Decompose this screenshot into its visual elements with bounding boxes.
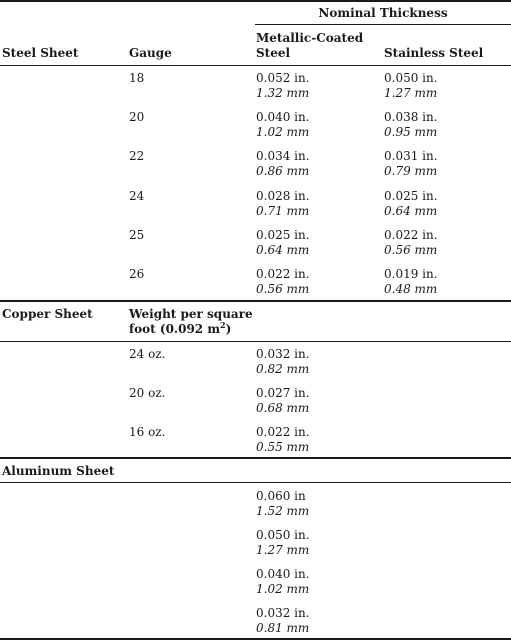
stainless-in: 0.050 in. <box>384 71 438 85</box>
aluminum-mm: 1.52 mm <box>256 504 310 518</box>
stainless-in: 0.025 in. <box>384 189 438 203</box>
stainless-in: 0.038 in. <box>384 110 438 124</box>
aluminum-mm: 1.02 mm <box>256 582 310 596</box>
stainless-in: 0.022 in. <box>384 228 438 242</box>
metallic-in: 0.025 in. <box>256 228 310 242</box>
copper-mm: 0.55 mm <box>256 440 310 454</box>
metallic-mm: 0.64 mm <box>256 243 310 257</box>
copper-header-rule <box>0 341 511 342</box>
aluminum-in: 0.040 in. <box>256 567 310 581</box>
metallic-in: 0.028 in. <box>256 189 310 203</box>
metallic-in: 0.052 in. <box>256 71 310 85</box>
copper-weight: 16 oz. <box>129 425 166 439</box>
gauge-value: 18 <box>129 71 145 85</box>
aluminum-in: 0.032 in. <box>256 606 310 620</box>
metallic-coated-heading-line1: Metallic-Coated <box>256 31 364 45</box>
stainless-mm: 0.48 mm <box>384 282 438 296</box>
gauge-value: 20 <box>129 110 145 124</box>
stainless-mm: 0.56 mm <box>384 243 438 257</box>
superscript: 2 <box>220 320 226 330</box>
copper-weight: 20 oz. <box>129 386 166 400</box>
copper-mm: 0.82 mm <box>256 362 310 376</box>
copper-in: 0.032 in. <box>256 347 310 361</box>
aluminum-mm: 1.27 mm <box>256 543 310 557</box>
copper-sheet-heading: Copper Sheet <box>2 307 93 321</box>
metallic-in: 0.022 in. <box>256 267 310 281</box>
copper-weight: 24 oz. <box>129 347 166 361</box>
nominal-thickness-heading: Nominal Thickness <box>318 6 448 20</box>
stainless-in: 0.031 in. <box>384 149 438 163</box>
gauge-value: 22 <box>129 149 145 163</box>
steel-sheet-heading: Steel Sheet <box>2 46 79 60</box>
bottom-rule <box>0 638 511 640</box>
copper-weight-heading-line2: foot (0.092 $m^2$) <box>129 320 232 336</box>
aluminum-section-top-rule <box>0 457 511 459</box>
metallic-mm: 0.86 mm <box>256 164 310 178</box>
metallic-coated-heading-line2: Steel <box>256 46 291 60</box>
gauge-value: 25 <box>129 228 145 242</box>
gauge-value: 24 <box>129 189 145 203</box>
aluminum-in: 0.060 in <box>256 489 306 503</box>
metallic-in: 0.034 in. <box>256 149 310 163</box>
stainless-mm: 1.27 mm <box>384 86 438 100</box>
stainless-mm: 0.95 mm <box>384 125 438 139</box>
aluminum-header-rule <box>0 482 511 483</box>
stainless-mm: 0.64 mm <box>384 204 438 218</box>
header-rule <box>0 65 511 66</box>
gauge-heading: Gauge <box>129 46 172 60</box>
stainless-steel-heading: Stainless Steel <box>384 46 484 60</box>
aluminum-mm: 0.81 mm <box>256 621 310 635</box>
copper-section-top-rule <box>0 300 511 302</box>
copper-mm: 0.68 mm <box>256 401 310 415</box>
copper-in: 0.027 in. <box>256 386 310 400</box>
metallic-mm: 0.56 mm <box>256 282 310 296</box>
metallic-mm: 1.32 mm <box>256 86 310 100</box>
group-underline-rule <box>255 24 511 25</box>
gauge-value: 26 <box>129 267 145 281</box>
aluminum-sheet-heading: Aluminum Sheet <box>2 464 115 478</box>
metallic-in: 0.040 in. <box>256 110 310 124</box>
stainless-in: 0.019 in. <box>384 267 438 281</box>
copper-in: 0.022 in. <box>256 425 310 439</box>
stainless-mm: 0.79 mm <box>384 164 438 178</box>
aluminum-in: 0.050 in. <box>256 528 310 542</box>
copper-weight-heading-line1: Weight per square <box>129 307 253 321</box>
metallic-mm: 1.02 mm <box>256 125 310 139</box>
top-rule <box>0 0 511 2</box>
metallic-mm: 0.71 mm <box>256 204 310 218</box>
